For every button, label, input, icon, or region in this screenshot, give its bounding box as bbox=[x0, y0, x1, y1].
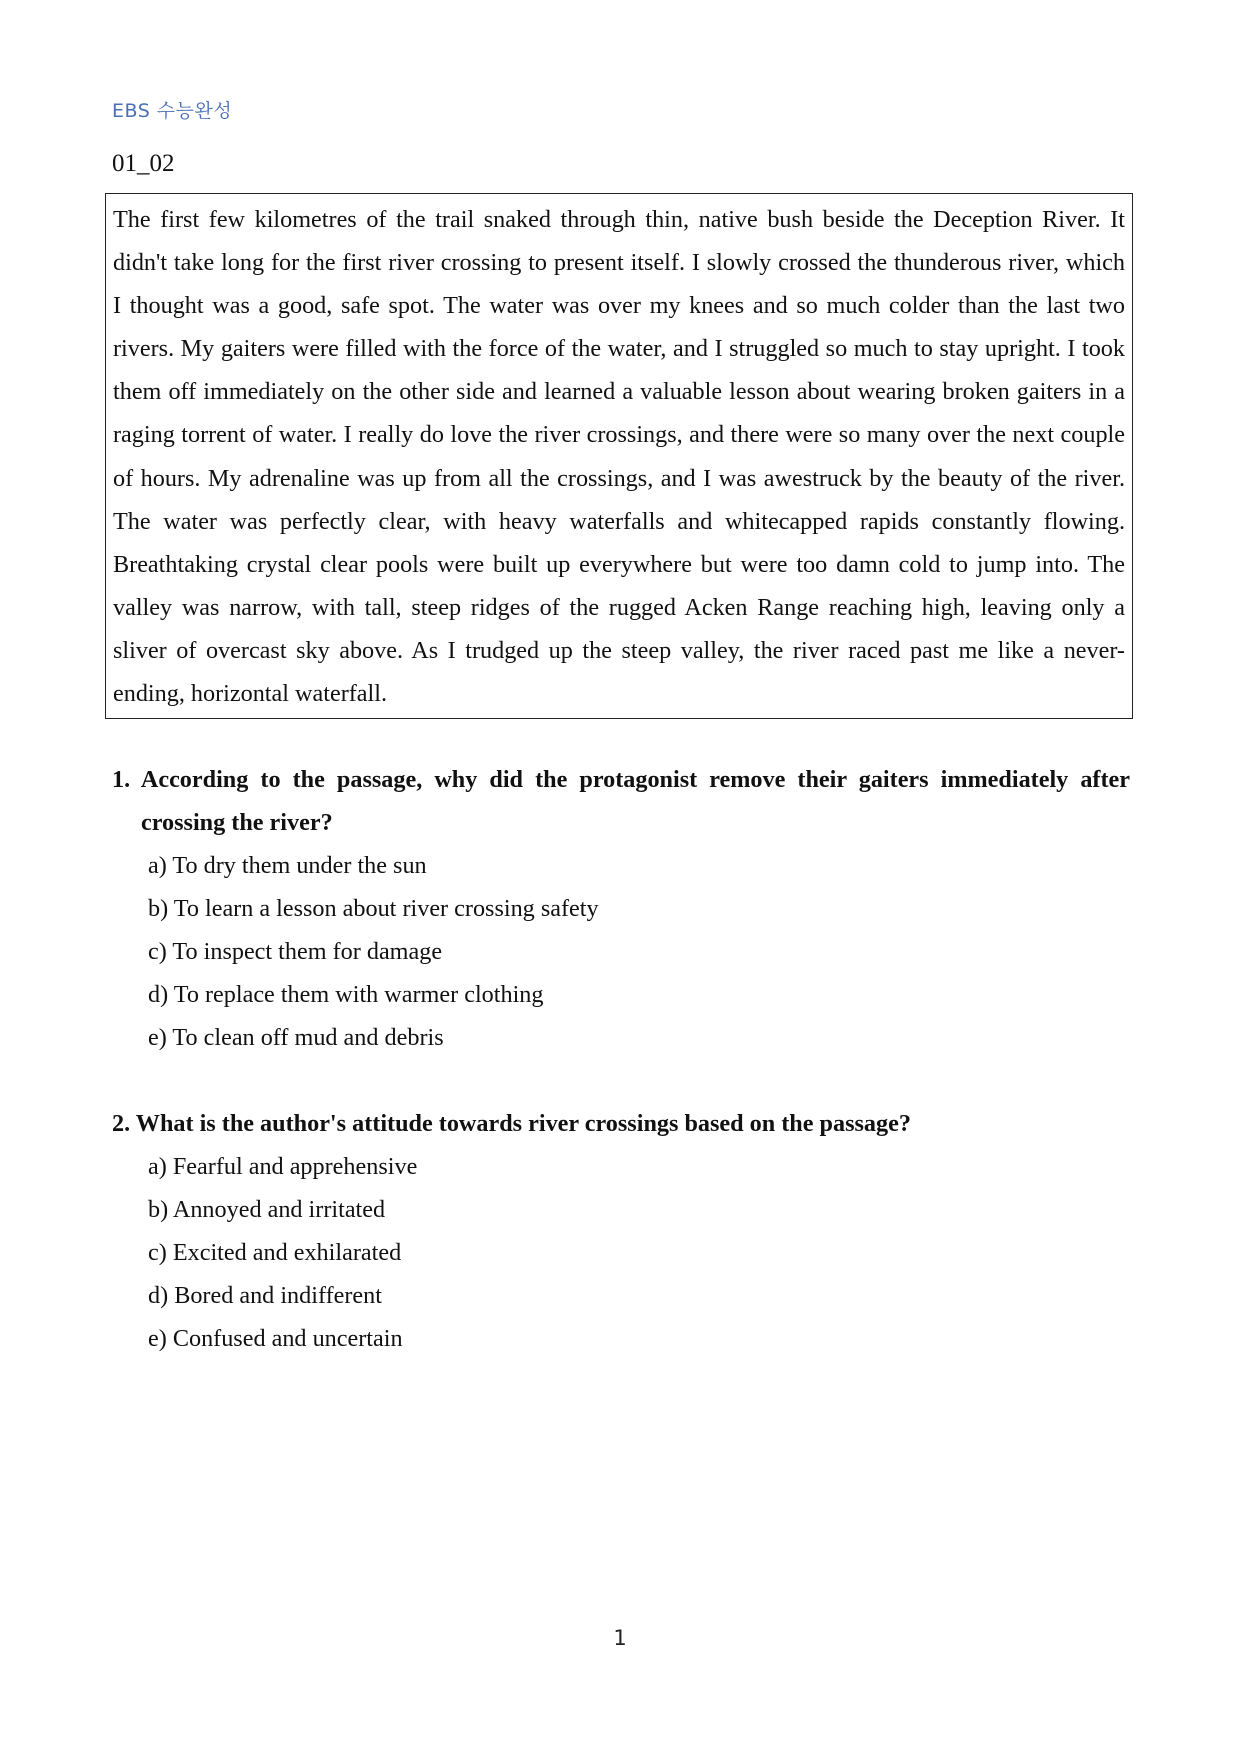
question-1-option-d: d) To replace them with warmer clothing bbox=[148, 981, 544, 1008]
question-1-option-c: c) To inspect them for damage bbox=[148, 938, 443, 965]
question-1-option-e: e) To clean off mud and debris bbox=[148, 1024, 444, 1051]
question-1-option-a: a) To dry them under the sun bbox=[148, 852, 427, 879]
passage-box bbox=[105, 193, 1133, 719]
question-2-option-e: e) Confused and uncertain bbox=[148, 1325, 403, 1352]
header-label: EBS 수능완성 bbox=[112, 100, 233, 122]
question-1-options bbox=[112, 844, 1130, 1059]
page-number: 1 bbox=[613, 1626, 627, 1650]
question-2-text: 2. What is the author's attitude towards river crossings based on the passage? bbox=[112, 1110, 911, 1137]
document-code: 01_02 bbox=[112, 150, 175, 177]
question-2-option-d: d) Bored and indifferent bbox=[148, 1282, 382, 1309]
question-1-option-b: b) To learn a lesson about river crossing safety bbox=[148, 895, 599, 922]
passage-text: The first few kilometres of the trail snaked through thin, native bush beside the Deception River. It didn't take long for the first river crossing to present itself. I slowly crossed the thunderous river, which I thought was a good, safe spot. The water was over my knees and so much colder than the last two rivers. My gaiters were filled with the force of the water, and I struggled so much to stay upright. I took them off immediately on the other side and learned a valuable lesson about wearing broken gaiters in a raging torrent of water. I really do love the river crossings, and there were so many over the next couple of hours. My adrenaline was up from all the crossings, and I was awestruck by the beauty of the river. The water was perfectly clear, with heavy waterfalls and whitecapped rapids constantly flowing. Breathtaking crystal clear pools were built up everywhere but were too damn cold to jump into. The valley was narrow, with tall, steep ridges of the rugged Acken Range reaching high, leaving only a sliver of overcast sky above. As I trudged up the steep valley, the river raced past me like a never-ending, horizontal waterfall. bbox=[113, 206, 1125, 708]
question-1-text: 1. According to the passage, why did the protagonist remove their gaiters immediately after crossing the river? bbox=[112, 766, 1130, 836]
question-1 bbox=[112, 758, 1130, 1059]
question-2-option-a: a) Fearful and apprehensive bbox=[148, 1153, 418, 1180]
question-2-option-b: b) Annoyed and irritated bbox=[148, 1196, 386, 1223]
question-2-option-c: c) Excited and exhilarated bbox=[148, 1239, 402, 1266]
question-2-options bbox=[112, 1145, 1130, 1360]
question-2 bbox=[112, 1102, 1130, 1360]
